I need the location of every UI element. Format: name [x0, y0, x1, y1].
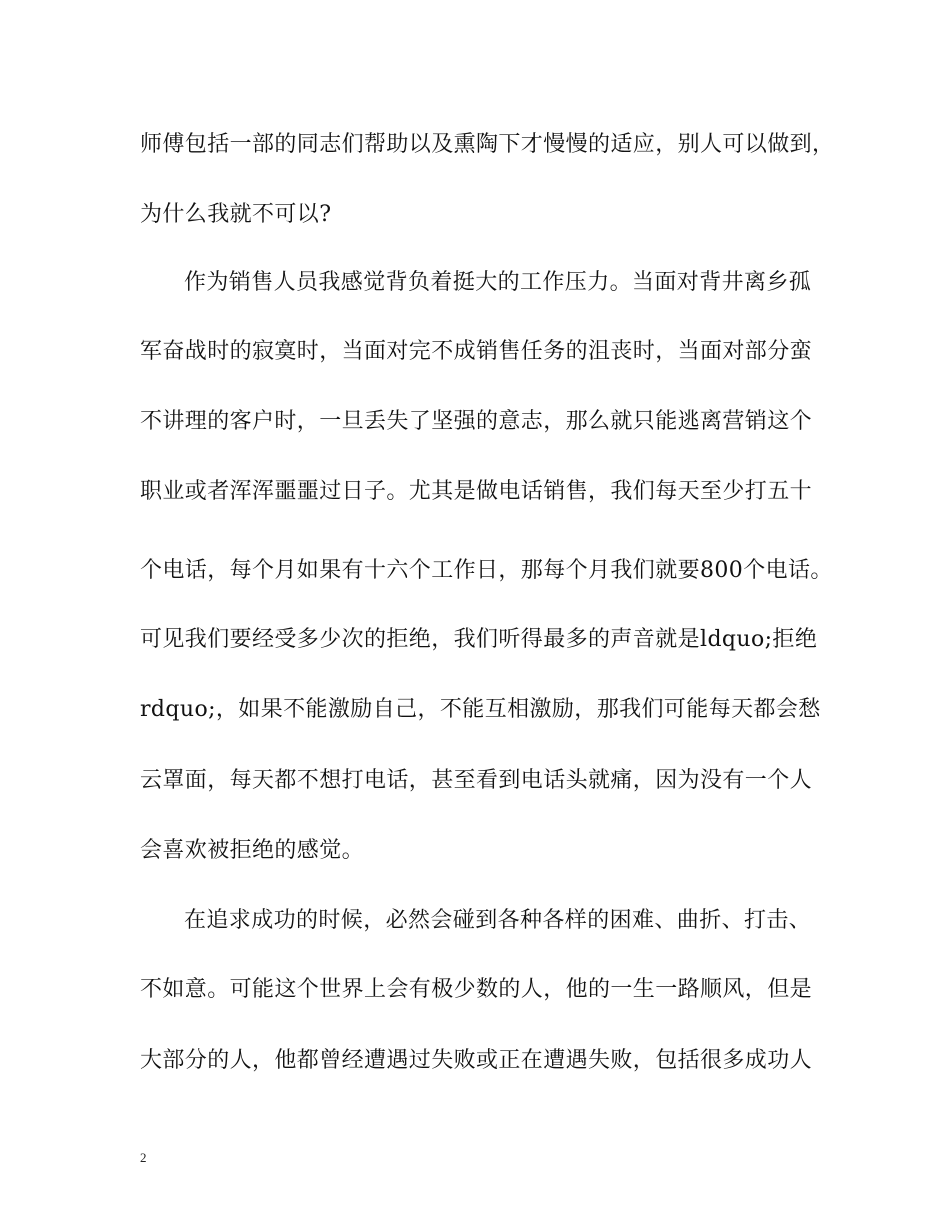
text-line-3: 作为销售人员我感觉背负着挺大的工作压力。当面对背井离乡孤: [184, 270, 812, 295]
text-line-7: 个电话，每个月如果有十六个工作日，那每个月我们就要800个电话。: [140, 558, 833, 583]
text-line-14: 大部分的人，他都曾经遭遇过失败或正在遭遇失败，包括很多成功人: [140, 1048, 813, 1073]
text-line-4: 军奋战时的寂寞时，当面对完不成销售任务的沮丧时，当面对部分蛮: [140, 339, 813, 364]
text-line-10: 云罩面，每天都不想打电话，甚至看到电话头就痛，因为没有一个人: [140, 768, 813, 793]
text-line-1: 师傅包括一部的同志们帮助以及熏陶下才慢慢的适应，别人可以做到，: [140, 132, 835, 157]
text-line-12: 在追求成功的时候，必然会碰到各种各样的困难、曲折、打击、: [184, 908, 812, 933]
text-line-13: 不如意。可能这个世界上会有极少数的人，他的一生一路顺风，但是: [140, 977, 813, 1002]
text-line-11: 会喜欢被拒绝的感觉。: [140, 838, 365, 863]
text-line-5: 不讲理的客户时，一旦丢失了坚强的意志，那么就只能逃离营销这个: [140, 409, 813, 434]
text-line-8: 可见我们要经受多少次的拒绝，我们听得最多的声音就是ldquo;拒绝: [140, 627, 818, 652]
text-line-2: 为什么我就不可以?: [140, 202, 332, 227]
text-line-6: 职业或者浑浑噩噩过日子。尤其是做电话销售，我们每天至少打五十: [140, 479, 813, 504]
page-number: 2: [140, 1150, 147, 1165]
text-line-9: rdquo;，如果不能激励自己，不能互相激励，那我们可能每天都会愁: [140, 697, 821, 722]
